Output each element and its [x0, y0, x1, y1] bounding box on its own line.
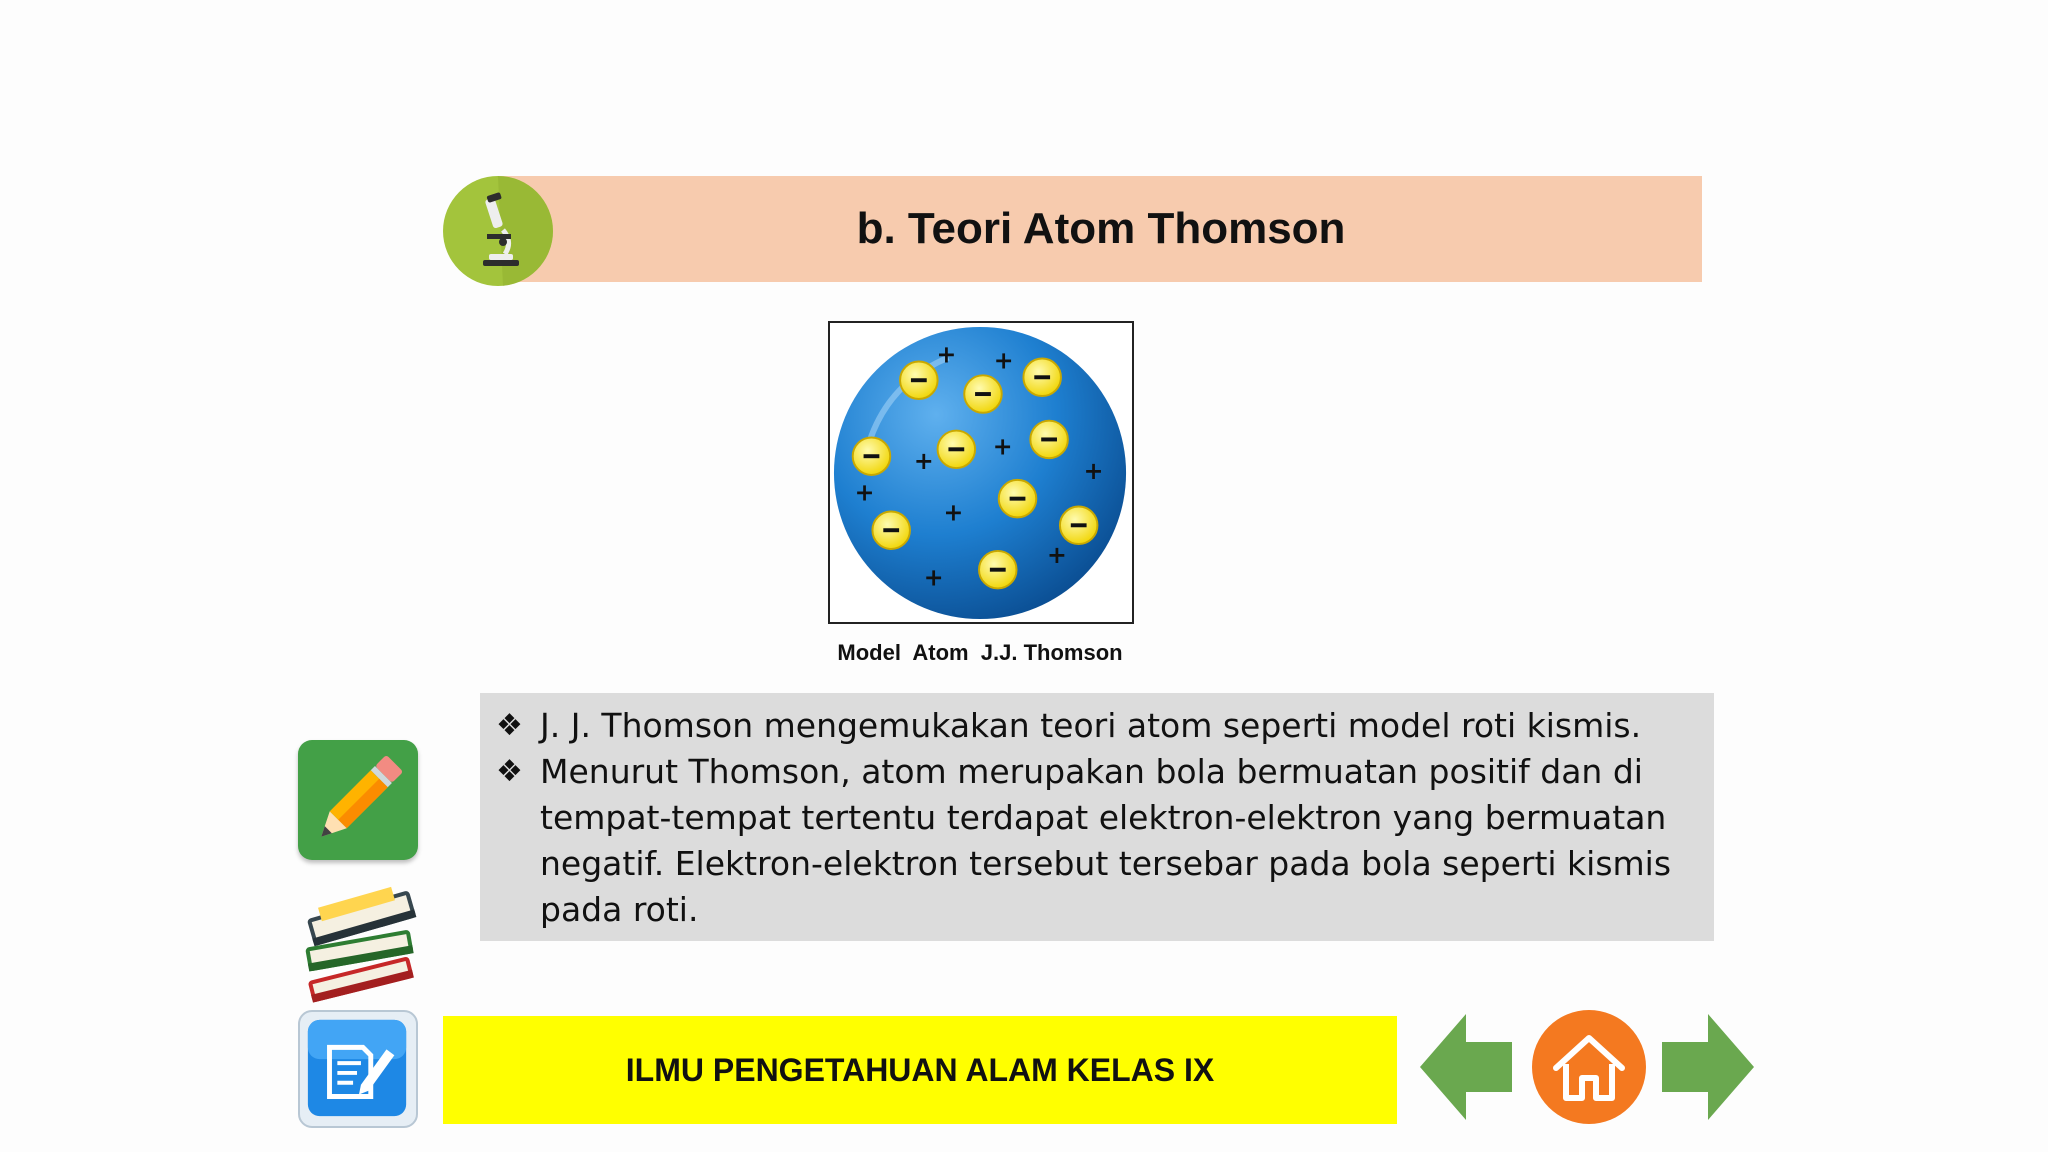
- arrow-left-icon[interactable]: [1420, 1014, 1512, 1120]
- electron-icon: [1060, 507, 1097, 544]
- page-title: b. Teori Atom Thomson: [856, 204, 1346, 253]
- electron-icon: [872, 511, 909, 548]
- thomson-atom-figure: [828, 321, 1134, 624]
- footer-label: ILMU PENGETAHUAN ALAM KELAS IX: [625, 1051, 1215, 1088]
- home-button[interactable]: [1532, 1010, 1646, 1124]
- proton-plus-icon: +: [923, 563, 944, 592]
- bullet-item: [496, 749, 1694, 933]
- proton-plus-icon: +: [993, 346, 1014, 375]
- books-icon[interactable]: [298, 876, 426, 1004]
- electron-icon: [964, 375, 1001, 412]
- thomson-atom-diagram: [830, 323, 1132, 622]
- electron-icon: [979, 551, 1016, 588]
- proton-plus-icon: +: [913, 447, 934, 476]
- electron-icon: [1030, 421, 1067, 458]
- electron-icon: [999, 480, 1036, 517]
- arrow-right-icon[interactable]: [1662, 1014, 1754, 1120]
- bullet-text: Menurut Thomson, atom merupakan bola bermuatan positif dan di tempat-tempat tertentu terdapat elektron-elektron yang bermuatan negatif. Elektron-elektron tersebut tersebar pada bola seperti kismis pada roti.: [540, 752, 1672, 929]
- home-icon: [1532, 1010, 1646, 1124]
- proton-plus-icon: +: [1047, 540, 1067, 569]
- proton-plus-icon: +: [854, 478, 875, 507]
- electron-icon: [1023, 359, 1060, 396]
- proton-plus-icon: +: [1083, 457, 1104, 486]
- electron-icon: [853, 437, 890, 474]
- diamond-bullet-icon: ❖: [496, 754, 523, 789]
- figure-caption: Model Atom J.J. Thomson: [837, 640, 1123, 665]
- proton-plus-icon: +: [936, 340, 957, 369]
- pencil-icon[interactable]: [298, 740, 418, 860]
- notepad-icon[interactable]: [298, 1010, 418, 1128]
- proton-plus-icon: +: [943, 498, 964, 527]
- bullet-text: J. J. Thomson mengemukakan teori atom seperti model roti kismis.: [540, 706, 1642, 745]
- microscope-icon: [443, 176, 553, 286]
- electron-icon: [938, 431, 975, 468]
- content-box: [480, 693, 1714, 941]
- proton-plus-icon: +: [992, 432, 1013, 461]
- bullet-item: [496, 703, 1694, 749]
- electron-icon: [900, 361, 937, 398]
- diamond-bullet-icon: ❖: [496, 708, 523, 743]
